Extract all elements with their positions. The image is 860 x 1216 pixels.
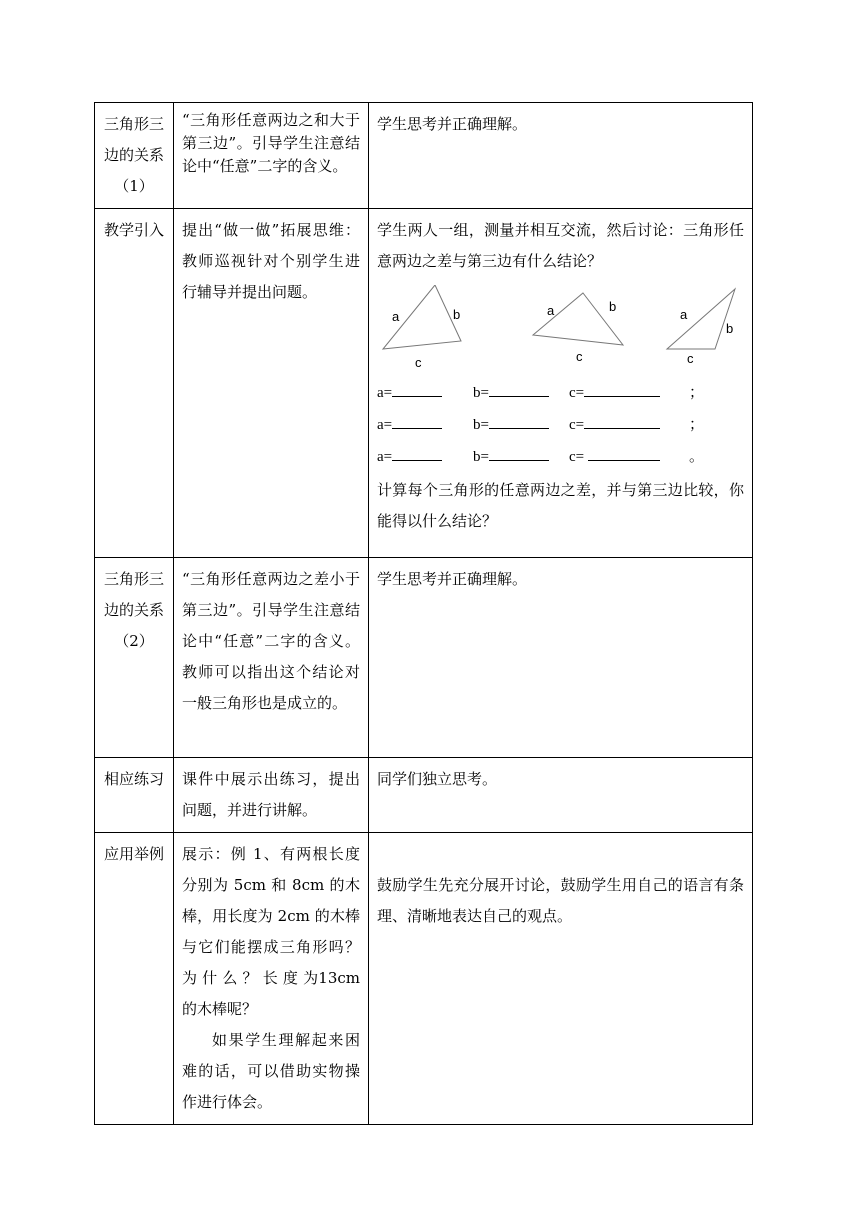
label-c: c= xyxy=(569,417,585,433)
teacher-text: “三角形任意两边之和大于第三边”。引导学生注意结论中“任意”二字的含义。 xyxy=(182,111,360,175)
blank-b[interactable] xyxy=(489,459,549,461)
label-b: b= xyxy=(473,417,489,433)
row-end-punct: 。 xyxy=(689,449,705,465)
student-intro-text: 学生两人一组，测量并相互交流，然后讨论：三角形任意两边之差与第三边有什么结论？ xyxy=(377,221,744,270)
stage-cell xyxy=(95,103,174,209)
teacher-text: 展示：例 1、有两根长度分别为 5cm 和 8cm 的木棒，用长度为 2cm 的木棒与它们能摆成三角形吗？为 什 么 ？ 长 度 为13cm 的木棒呢？ xyxy=(182,845,360,1018)
table-row xyxy=(95,558,753,758)
triangle-1-label-b: b xyxy=(453,307,461,322)
stage-cell xyxy=(95,833,174,1125)
triangle-3-label-b: b xyxy=(726,321,734,336)
label-b: b= xyxy=(473,449,489,465)
label-b: b= xyxy=(473,385,489,401)
stage-label: 教学引入 xyxy=(103,221,164,239)
table-row xyxy=(95,758,753,833)
teacher-text: 提出“做一做”拓展思维：教师巡视针对个别学生进行辅导并提出问题。 xyxy=(182,221,360,301)
blank-c[interactable] xyxy=(588,459,660,461)
lesson-plan-table xyxy=(94,102,753,1125)
teacher-activity-cell xyxy=(174,833,369,1125)
stage-cell xyxy=(95,558,174,758)
triangle-3-label-c: c xyxy=(687,351,694,366)
triangle-3-label-a: a xyxy=(680,307,688,322)
triangle-1-label-a: a xyxy=(392,309,400,324)
student-text: 鼓励学生先充分展开讨论，鼓励学生用自己的语言有条理、清晰地表达自己的观点。 xyxy=(377,876,744,925)
table-row xyxy=(95,209,753,558)
label-a: a= xyxy=(377,385,393,401)
stage-cell xyxy=(95,758,174,833)
stage-label: 三角形三边的关系（2） xyxy=(103,570,164,650)
student-activity-cell xyxy=(369,103,753,209)
student-text-spacer xyxy=(377,839,744,870)
blank-b[interactable] xyxy=(489,395,549,397)
triangle-3 xyxy=(667,289,735,349)
teacher-text: 课件中展示出练习，提出问题，并进行讲解。 xyxy=(182,770,360,819)
student-activity-cell xyxy=(369,833,753,1125)
triangle-2-label-a: a xyxy=(547,303,555,318)
triangle-2-label-c: c xyxy=(576,349,583,364)
triangle-2-label-b: b xyxy=(609,299,617,314)
teacher-text: “三角形任意两边之差小于第三边”。引导学生注意结论中“任意”二字的含义。教师可以指出这个结论对一般三角形也是成立的。 xyxy=(182,570,360,712)
label-a: a= xyxy=(377,449,393,465)
student-activity-cell xyxy=(369,558,753,758)
table-row xyxy=(95,833,753,1125)
stage-label: 相应练习 xyxy=(103,770,164,788)
student-text: 学生思考并正确理解。 xyxy=(377,115,528,133)
teacher-text-2: 如果学生理解起来困难的话，可以借助实物操作进行体会。 xyxy=(182,1031,360,1111)
blank-a[interactable] xyxy=(392,459,442,461)
blank-c[interactable] xyxy=(584,427,660,429)
row-end-punct: ； xyxy=(689,385,705,401)
measurement-row xyxy=(377,409,744,441)
student-activity-cell xyxy=(369,758,753,833)
triangle-1-label-c: c xyxy=(415,355,422,370)
measurement-row xyxy=(377,441,744,473)
measurement-row xyxy=(377,377,744,409)
blank-b[interactable] xyxy=(489,427,549,429)
teacher-activity-cell xyxy=(174,209,369,558)
row-end-punct: ； xyxy=(689,417,705,433)
teacher-activity-cell xyxy=(174,558,369,758)
label-a: a= xyxy=(377,417,393,433)
blank-a[interactable] xyxy=(392,427,442,429)
table-row xyxy=(95,103,753,209)
triangle-figures xyxy=(377,285,744,377)
student-outro-text: 计算每个三角形的任意两边之差，并与第三边比较，你能得以什么结论？ xyxy=(377,481,744,530)
label-c: c= xyxy=(569,385,585,401)
blank-a[interactable] xyxy=(392,395,442,397)
student-text: 同学们独立思考。 xyxy=(377,770,498,788)
teacher-activity-cell xyxy=(174,103,369,209)
stage-cell xyxy=(95,209,174,558)
blank-c[interactable] xyxy=(584,395,660,397)
stage-label: 应用举例 xyxy=(103,845,164,863)
label-c: c= xyxy=(569,449,585,465)
stage-label: 三角形三边的关系（1） xyxy=(103,115,164,195)
teacher-activity-cell xyxy=(174,758,369,833)
triangles-diagram xyxy=(377,285,737,377)
student-activity-cell xyxy=(369,209,753,558)
student-text: 学生思考并正确理解。 xyxy=(377,570,528,588)
